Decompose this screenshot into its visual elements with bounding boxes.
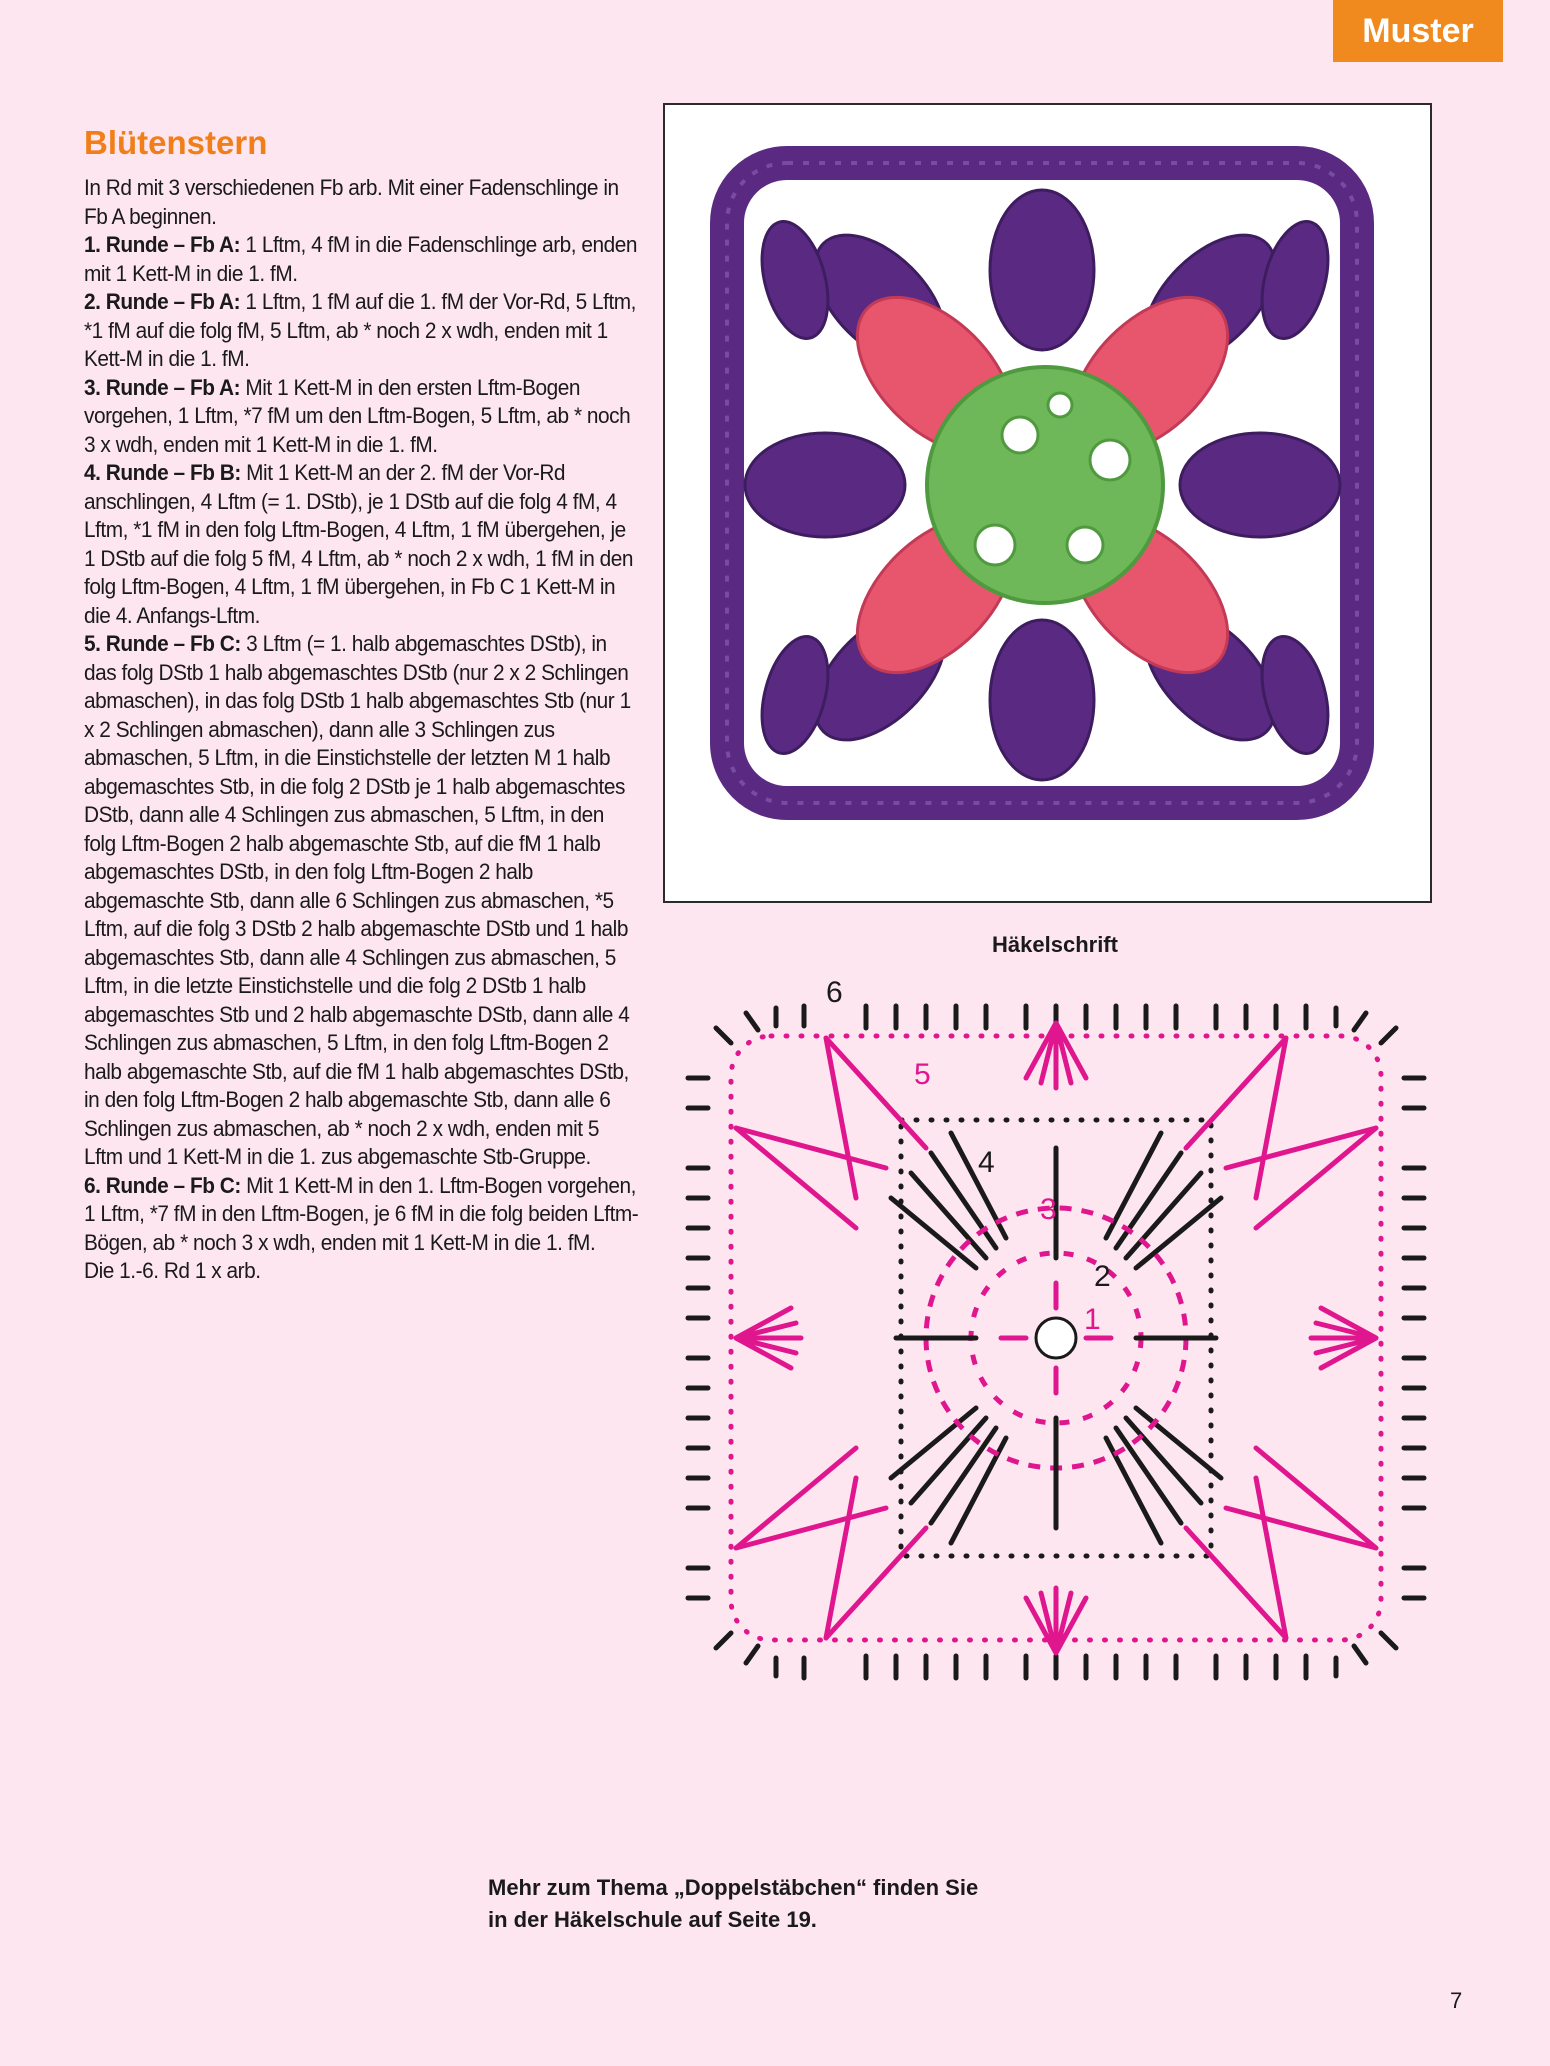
round-label: 5. Runde – Fb C: [84,631,241,656]
round-number-5: 5 [914,1058,931,1091]
diagram-title: Häkelschrift [992,932,1118,957]
crochet-square-illustration [665,105,1430,901]
round-label: 1. Runde – Fb A: [84,232,241,257]
round-number-3: 3 [1040,1193,1057,1226]
round-number-6: 6 [826,976,843,1009]
intro-paragraph: In Rd mit 3 verschiedenen Fb arb. Mit einer Fadenschlinge in Fb A beginnen. [84,175,619,229]
round-label: 4. Runde – Fb B: [84,460,241,485]
round-number-4: 4 [978,1146,995,1179]
round-text: 1 Lftm, 4 fM in die Fadenschlinge arb, enden mit 1 Kett-M in die 1. fM. [84,232,638,286]
round-text: 1 Lftm, 1 fM auf die 1. fM der Vor-Rd, 5 Lftm, *1 fM auf die folg fM, 5 Lftm, ab * noch 2 x wdh, enden mit 1 Kett-M in die 1. fM. [84,289,636,371]
round-text: Mit 1 Kett-M an der 2. fM der Vor-Rd anschlingen, 4 Lftm (= 1. DStb), je 1 DStb auf die folg 4 fM, 4 Lftm, *1 fM in den folg Lftm-Bogen, 4 Lftm, 1 fM übergehen, je 1 DStb auf die folg 5 fM, 4 Lftm, ab * noch 2 x wdh, 1 fM in den folg Lftm-Bogen, 4 Lftm, 1 fM übergehen, in Fb C 1 Kett-M in die 4. Anfangs-Lftm. [84,460,633,628]
note-line-1: Mehr zum Thema „Doppelstäbchen“ finden Sie [488,1875,979,1900]
round-text: 3 Lftm (= 1. halb abgemaschtes DStb), in das folg DStb 1 halb abgemaschtes DStb (nur 2 x 2 Schlingen abmaschen), in das folg DStb 1 halb abgemaschtes Stb (nur 1 x 2 Schlingen abmaschen), dann alle 3 Schlingen zus abmaschen, 5 Lftm, in die Einstichstelle der letzten M 1 halb abgemaschtes Stb, in die folg 2 DStb je 1 halb abgemaschtes DStb, dann alle 4 Schlingen zus abmaschen, 5 Lftm, in den folg Lftm-Bogen 2 halb abgemaschte Stb, auf die fM 1 halb abgemaschtes DStb, in den folg Lftm-Bogen 2 halb abgemaschte Stb, dann alle 6 Schlingen zus abmaschen, *5 Lftm, auf die folg 3 DStb 2 halb abgemaschte DStb und 1 halb abgemaschtes Stb, dann alle 4 Schlingen zus abmaschen, 5 Lftm, in die letzte Einstichstelle und die folg 2 DStb 1 halb abgemaschtes Stb und 2 halb abgemaschte DStb, dann alle 4 Schlingen zus abmaschen, 5 Lftm, in den folg Lftm-Bogen 2 halb abgemaschte Stb, auf die fM 1 halb abgemaschtes DStb, in den folg Lftm-Bogen 2 halb abgemaschte Stb, dann alle 6 Schlingen zus abmaschen, ab * noch 2 x wdh, enden mit 5 Lftm und 1 Kett-M in die 1. zus abgemaschte Stb-Gruppe. [84,631,631,1169]
note-line-2: in der Häkelschule auf Seite 19. [488,1907,817,1932]
round-2 [84,288,640,374]
closing-line: Die 1.-6. Rd 1 x arb. [84,1258,261,1283]
round-text: Mit 1 Kett-M in den 1. Lftm-Bogen vorgehen, 1 Lftm, *7 fM in den Lftm-Bogen, je 6 fM in die folg beiden Lftm-Bögen, ab * noch 3 x wdh, enden mit 1 Kett-M in die 1. fM. [84,1172,639,1255]
round-text: Mit 1 Kett-M in den ersten Lftm-Bogen vorgehen, 1 Lftm, *7 fM um den Lftm-Bogen, 5 Lftm, ab * noch 3 x wdh, enden mit 1 Kett-M in die 1. fM. [84,374,631,457]
round-number-1: 1 [1084,1303,1101,1336]
round-number-2: 2 [1094,1260,1111,1293]
magic-ring [1036,1318,1076,1358]
round-3 [84,374,640,460]
crochet-chart-svg [676,968,1436,1708]
pattern-instructions [84,174,640,1286]
crochet-chart [676,968,1436,1708]
round-label: 3. Runde – Fb A: [84,374,241,400]
round-1 [84,231,640,288]
round-label: 2. Runde – Fb A: [84,289,241,314]
pattern-title: Blütenstern [84,124,268,161]
cross-reference-note [488,1872,1048,1936]
round-4 [84,459,640,630]
green-center [927,367,1163,603]
round-5 [84,630,640,1172]
granny-square-photo [663,103,1432,903]
round-label: 6. Runde – Fb C: [84,1172,241,1198]
section-tab: Muster [1333,0,1503,62]
round-6 [84,1172,640,1258]
page-number: 7 [1450,1988,1463,2013]
